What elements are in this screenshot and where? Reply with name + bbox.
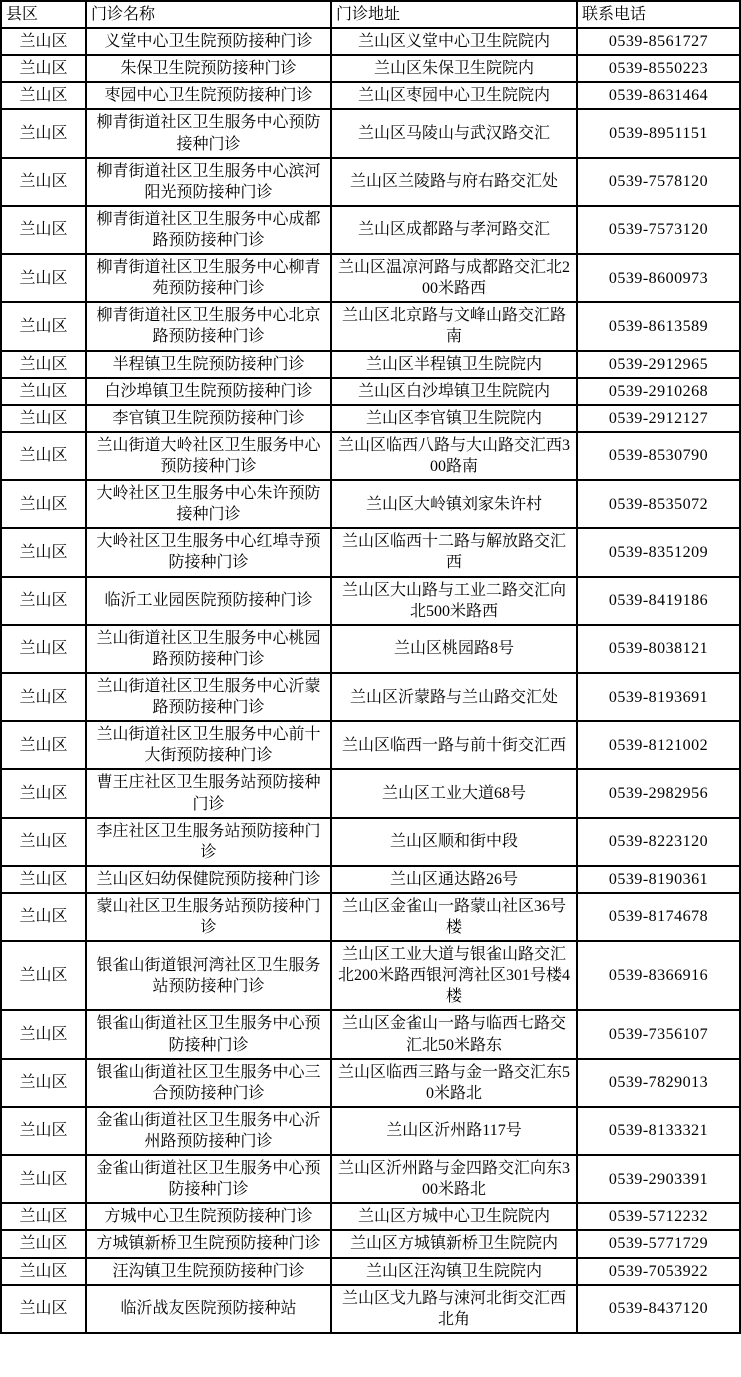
table-row xyxy=(1,893,740,941)
county-cell: 兰山区 xyxy=(1,254,86,302)
table-row xyxy=(1,1258,740,1285)
phone-cell: 0539-8530790 xyxy=(577,432,740,480)
clinic-address-cell: 兰山区朱保卫生院院内 xyxy=(331,55,577,82)
county-cell: 兰山区 xyxy=(1,378,86,405)
table-row xyxy=(1,351,740,378)
clinic-name-cell: 白沙埠镇卫生院预防接种门诊 xyxy=(86,378,331,405)
phone-cell: 0539-8038121 xyxy=(577,625,740,673)
phone-cell: 0539-7829013 xyxy=(577,1059,740,1107)
clinic-address-cell: 兰山区成都路与孝河路交汇 xyxy=(331,206,577,254)
county-cell: 兰山区 xyxy=(1,721,86,769)
county-cell: 兰山区 xyxy=(1,1285,86,1333)
clinic-name-cell: 大岭社区卫生服务中心红埠寺预防接种门诊 xyxy=(86,528,331,576)
clinic-name-cell: 方城中心卫生院预防接种门诊 xyxy=(86,1203,331,1230)
table-body xyxy=(1,28,740,1333)
table-row xyxy=(1,1155,740,1203)
clinic-address-cell: 兰山区北京路与文峰山路交汇路南 xyxy=(331,302,577,350)
county-cell: 兰山区 xyxy=(1,1258,86,1285)
phone-cell: 0539-8190361 xyxy=(577,866,740,893)
county-cell: 兰山区 xyxy=(1,625,86,673)
county-cell: 兰山区 xyxy=(1,577,86,625)
clinic-address-cell: 兰山区方城中心卫生院院内 xyxy=(331,1203,577,1230)
clinic-name-cell: 临沂战友医院预防接种站 xyxy=(86,1285,331,1333)
table-row xyxy=(1,109,740,157)
table-row xyxy=(1,432,740,480)
table-row xyxy=(1,941,740,1010)
table-row xyxy=(1,254,740,302)
clinic-address-cell: 兰山区白沙埠镇卫生院院内 xyxy=(331,378,577,405)
clinic-address-cell: 兰山区沂州路与金四路交汇向东300米路北 xyxy=(331,1155,577,1203)
header-county: 县区 xyxy=(1,1,86,28)
county-cell: 兰山区 xyxy=(1,351,86,378)
county-cell: 兰山区 xyxy=(1,480,86,528)
clinic-address-cell: 兰山区大山路与工业二路交汇向北500米路西 xyxy=(331,577,577,625)
clinic-address-cell: 兰山区工业大道与银雀山路交汇北200米路西银河湾社区301号楼4楼 xyxy=(331,941,577,1010)
clinic-address-cell: 兰山区桃园路8号 xyxy=(331,625,577,673)
phone-cell: 0539-2982956 xyxy=(577,769,740,817)
clinic-name-cell: 半程镇卫生院预防接种门诊 xyxy=(86,351,331,378)
clinic-name-cell: 兰山街道社区卫生服务中心前十大街预防接种门诊 xyxy=(86,721,331,769)
clinic-address-cell: 兰山区工业大道68号 xyxy=(331,769,577,817)
clinic-address-cell: 兰山区通达路26号 xyxy=(331,866,577,893)
phone-cell: 0539-7578120 xyxy=(577,158,740,206)
clinic-address-cell: 兰山区义堂中心卫生院院内 xyxy=(331,28,577,55)
phone-cell: 0539-7356107 xyxy=(577,1010,740,1058)
clinic-name-cell: 柳青街道社区卫生服务中心成都路预防接种门诊 xyxy=(86,206,331,254)
phone-cell: 0539-8951151 xyxy=(577,109,740,157)
county-cell: 兰山区 xyxy=(1,405,86,432)
clinic-name-cell: 兰山街道社区卫生服务中心桃园路预防接种门诊 xyxy=(86,625,331,673)
table-row xyxy=(1,673,740,721)
phone-cell: 0539-8561727 xyxy=(577,28,740,55)
county-cell: 兰山区 xyxy=(1,1010,86,1058)
table-row xyxy=(1,405,740,432)
clinic-name-cell: 大岭社区卫生服务中心朱许预防接种门诊 xyxy=(86,480,331,528)
clinic-address-cell: 兰山区半程镇卫生院院内 xyxy=(331,351,577,378)
table-row xyxy=(1,721,740,769)
clinic-name-cell: 柳青街道社区卫生服务中心北京路预防接种门诊 xyxy=(86,302,331,350)
county-cell: 兰山区 xyxy=(1,302,86,350)
table-row xyxy=(1,55,740,82)
table-row xyxy=(1,206,740,254)
header-row xyxy=(1,1,740,28)
phone-cell: 0539-2903391 xyxy=(577,1155,740,1203)
clinic-name-cell: 枣园中心卫生院预防接种门诊 xyxy=(86,82,331,109)
table-header xyxy=(1,1,740,28)
county-cell: 兰山区 xyxy=(1,1203,86,1230)
phone-cell: 0539-8223120 xyxy=(577,818,740,866)
clinic-name-cell: 柳青街道社区卫生服务中心柳青苑预防接种门诊 xyxy=(86,254,331,302)
clinic-address-cell: 兰山区温凉河路与成都路交汇北200米路西 xyxy=(331,254,577,302)
clinic-name-cell: 兰山街道社区卫生服务中心沂蒙路预防接种门诊 xyxy=(86,673,331,721)
phone-cell: 0539-8121002 xyxy=(577,721,740,769)
county-cell: 兰山区 xyxy=(1,528,86,576)
header-clinic-address: 门诊地址 xyxy=(331,1,577,28)
phone-cell: 0539-8613589 xyxy=(577,302,740,350)
clinic-name-cell: 义堂中心卫生院预防接种门诊 xyxy=(86,28,331,55)
county-cell: 兰山区 xyxy=(1,818,86,866)
clinic-address-cell: 兰山区临西一路与前十街交汇西 xyxy=(331,721,577,769)
table-row xyxy=(1,378,740,405)
clinic-address-cell: 兰山区兰陵路与府右路交汇处 xyxy=(331,158,577,206)
county-cell: 兰山区 xyxy=(1,55,86,82)
phone-cell: 0539-2910268 xyxy=(577,378,740,405)
clinic-name-cell: 蒙山社区卫生服务站预防接种门诊 xyxy=(86,893,331,941)
clinic-name-cell: 银雀山街道社区卫生服务中心三合预防接种门诊 xyxy=(86,1059,331,1107)
header-clinic-name: 门诊名称 xyxy=(86,1,331,28)
clinic-name-cell: 曹王庄社区卫生服务站预防接种门诊 xyxy=(86,769,331,817)
phone-cell: 0539-8437120 xyxy=(577,1285,740,1333)
clinic-address-cell: 兰山区戈九路与涑河北街交汇西北角 xyxy=(331,1285,577,1333)
county-cell: 兰山区 xyxy=(1,1230,86,1257)
clinic-address-cell: 兰山区金雀山一路蒙山社区36号楼 xyxy=(331,893,577,941)
phone-cell: 0539-8133321 xyxy=(577,1107,740,1155)
county-cell: 兰山区 xyxy=(1,1107,86,1155)
phone-cell: 0539-8366916 xyxy=(577,941,740,1010)
table-row xyxy=(1,158,740,206)
county-cell: 兰山区 xyxy=(1,432,86,480)
table-row xyxy=(1,28,740,55)
table-row xyxy=(1,302,740,350)
clinic-address-cell: 兰山区顺和街中段 xyxy=(331,818,577,866)
county-cell: 兰山区 xyxy=(1,1059,86,1107)
clinic-name-cell: 李庄社区卫生服务站预防接种门诊 xyxy=(86,818,331,866)
phone-cell: 0539-7053922 xyxy=(577,1258,740,1285)
table-row xyxy=(1,818,740,866)
table-row xyxy=(1,625,740,673)
phone-cell: 0539-2912965 xyxy=(577,351,740,378)
county-cell: 兰山区 xyxy=(1,28,86,55)
clinic-address-cell: 兰山区汪沟镇卫生院院内 xyxy=(331,1258,577,1285)
county-cell: 兰山区 xyxy=(1,158,86,206)
clinic-address-cell: 兰山区临西三路与金一路交汇东50米路北 xyxy=(331,1059,577,1107)
table-row xyxy=(1,1107,740,1155)
clinic-name-cell: 柳青街道社区卫生服务中心滨河阳光预防接种门诊 xyxy=(86,158,331,206)
header-phone: 联系电话 xyxy=(577,1,740,28)
table-row xyxy=(1,1285,740,1333)
clinic-name-cell: 金雀山街道社区卫生服务中心预防接种门诊 xyxy=(86,1155,331,1203)
county-cell: 兰山区 xyxy=(1,866,86,893)
clinic-name-cell: 兰山区妇幼保健院预防接种门诊 xyxy=(86,866,331,893)
county-cell: 兰山区 xyxy=(1,82,86,109)
clinic-name-cell: 李官镇卫生院预防接种门诊 xyxy=(86,405,331,432)
clinic-name-cell: 兰山街道大岭社区卫生服务中心预防接种门诊 xyxy=(86,432,331,480)
clinic-name-cell: 银雀山街道银河湾社区卫生服务站预防接种门诊 xyxy=(86,941,331,1010)
table-row xyxy=(1,1203,740,1230)
clinic-address-cell: 兰山区方城镇新桥卫生院院内 xyxy=(331,1230,577,1257)
clinic-address-cell: 兰山区沂州路117号 xyxy=(331,1107,577,1155)
phone-cell: 0539-8631464 xyxy=(577,82,740,109)
clinic-name-cell: 朱保卫生院预防接种门诊 xyxy=(86,55,331,82)
clinic-name-cell: 临沂工业园医院预防接种门诊 xyxy=(86,577,331,625)
phone-cell: 0539-8174678 xyxy=(577,893,740,941)
phone-cell: 0539-5712232 xyxy=(577,1203,740,1230)
county-cell: 兰山区 xyxy=(1,206,86,254)
table-row xyxy=(1,528,740,576)
phone-cell: 0539-8419186 xyxy=(577,577,740,625)
clinic-address-cell: 兰山区大岭镇刘家朱许村 xyxy=(331,480,577,528)
clinic-address-cell: 兰山区李官镇卫生院院内 xyxy=(331,405,577,432)
clinic-address-cell: 兰山区沂蒙路与兰山路交汇处 xyxy=(331,673,577,721)
clinic-address-cell: 兰山区金雀山一路与临西七路交汇北50米路东 xyxy=(331,1010,577,1058)
clinic-name-cell: 汪沟镇卫生院预防接种门诊 xyxy=(86,1258,331,1285)
county-cell: 兰山区 xyxy=(1,109,86,157)
county-cell: 兰山区 xyxy=(1,673,86,721)
table-row xyxy=(1,1010,740,1058)
clinic-address-cell: 兰山区枣园中心卫生院院内 xyxy=(331,82,577,109)
clinic-name-cell: 方城镇新桥卫生院预防接种门诊 xyxy=(86,1230,331,1257)
phone-cell: 0539-5771729 xyxy=(577,1230,740,1257)
county-cell: 兰山区 xyxy=(1,893,86,941)
clinic-name-cell: 金雀山街道社区卫生服务中心沂州路预防接种门诊 xyxy=(86,1107,331,1155)
table-row xyxy=(1,480,740,528)
clinic-name-cell: 银雀山街道社区卫生服务中心预防接种门诊 xyxy=(86,1010,331,1058)
table-row xyxy=(1,1059,740,1107)
table-row xyxy=(1,82,740,109)
phone-cell: 0539-8351209 xyxy=(577,528,740,576)
phone-cell: 0539-7573120 xyxy=(577,206,740,254)
clinic-name-cell: 柳青街道社区卫生服务中心预防接种门诊 xyxy=(86,109,331,157)
county-cell: 兰山区 xyxy=(1,1155,86,1203)
phone-cell: 0539-8550223 xyxy=(577,55,740,82)
table-row xyxy=(1,577,740,625)
table-row xyxy=(1,1230,740,1257)
phone-cell: 0539-8535072 xyxy=(577,480,740,528)
clinic-address-cell: 兰山区临西十二路与解放路交汇西 xyxy=(331,528,577,576)
table-row xyxy=(1,866,740,893)
phone-cell: 0539-2912127 xyxy=(577,405,740,432)
phone-cell: 0539-8193691 xyxy=(577,673,740,721)
phone-cell: 0539-8600973 xyxy=(577,254,740,302)
county-cell: 兰山区 xyxy=(1,941,86,1010)
clinic-address-cell: 兰山区临西八路与大山路交汇西300路南 xyxy=(331,432,577,480)
table-row xyxy=(1,769,740,817)
county-cell: 兰山区 xyxy=(1,769,86,817)
clinic-address-cell: 兰山区马陵山与武汉路交汇 xyxy=(331,109,577,157)
